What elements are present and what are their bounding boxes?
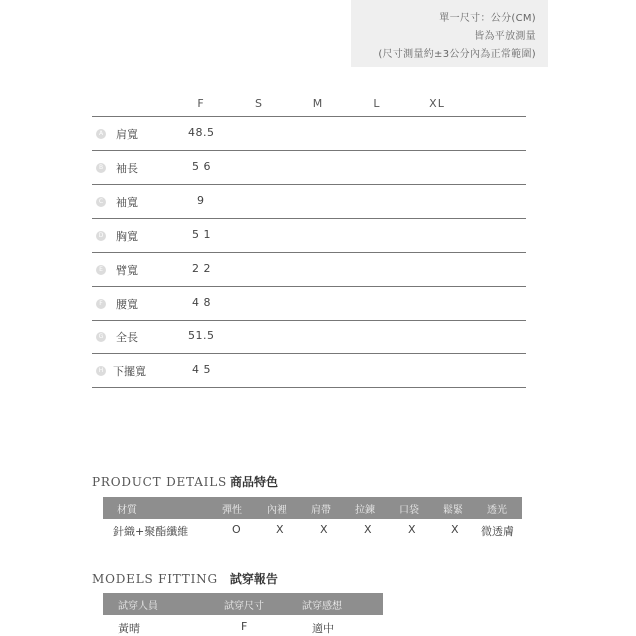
value-fit-size: F — [241, 620, 248, 633]
models-fitting-title-zh: 試穿報告 — [229, 572, 278, 586]
header-fit-size: 試穿尺寸 — [224, 601, 264, 612]
header-zipper: 拉鍊 — [355, 505, 375, 516]
size-f: F — [197, 97, 205, 110]
measurement-value: 5 1 — [192, 228, 211, 241]
measurement-row-b — [92, 151, 526, 185]
models-fitting-title-en: MODELS FITTING — [92, 572, 218, 586]
header-pocket: 口袋 — [399, 505, 419, 516]
product-details-title-en: PRODUCT DETAILS — [92, 475, 228, 489]
measurement-label: 袖寬 — [116, 196, 138, 209]
measurement-row-h — [92, 354, 526, 388]
size-xl: XL — [429, 97, 445, 110]
size-m: M — [312, 97, 324, 110]
measurement-row-e — [92, 253, 526, 287]
size-l: L — [373, 97, 381, 110]
value-elastic-band: X — [451, 523, 459, 536]
value-fit-feedback: 適中 — [312, 622, 334, 635]
measurement-value: 9 — [197, 194, 205, 207]
value-lining: X — [276, 523, 284, 536]
row-letter-badge: C — [96, 197, 106, 207]
row-letter-badge: A — [96, 129, 106, 139]
models-fitting-title — [92, 570, 278, 587]
header-material: 材質 — [117, 505, 137, 516]
row-divider — [92, 387, 526, 388]
header-elasticity: 彈性 — [222, 505, 242, 516]
header-model: 試穿人員 — [118, 601, 158, 612]
measurement-value: 48.5 — [188, 126, 215, 139]
product-details-title-zh: 商品特色 — [230, 475, 279, 489]
measurement-note-box — [351, 0, 548, 67]
measurement-label: 臂寬 — [116, 264, 138, 277]
value-zipper: X — [364, 523, 372, 536]
measurement-value: 4 8 — [192, 296, 211, 309]
unit-note: 單一尺寸：公分(CM) — [439, 13, 536, 24]
header-transparency: 透光 — [487, 505, 507, 516]
header-strap: 肩帶 — [311, 505, 331, 516]
measurement-row-c — [92, 185, 526, 219]
product-details-title — [92, 473, 278, 490]
value-elasticity: O — [232, 523, 241, 536]
measurement-label: 肩寬 — [116, 128, 138, 141]
row-letter-badge: D — [96, 231, 106, 241]
tolerance-note: (尺寸測量約±3公分內為正常範圍) — [378, 49, 536, 60]
measurement-row-a — [92, 117, 526, 151]
value-model: 黃晴 — [118, 622, 140, 635]
measurement-value: 4 5 — [192, 363, 211, 376]
size-s: S — [255, 97, 263, 110]
measurement-label: 袖長 — [116, 162, 138, 175]
value-pocket: X — [408, 523, 416, 536]
measurement-row-f — [92, 287, 526, 321]
header-lining: 內裡 — [267, 505, 287, 516]
value-strap: X — [320, 523, 328, 536]
measurement-value: 51.5 — [188, 329, 215, 342]
method-note: 皆為平放測量 — [474, 31, 536, 42]
value-transparency: 微透膚 — [481, 525, 514, 538]
row-letter-badge: B — [96, 163, 106, 173]
row-letter-badge: H — [96, 366, 106, 376]
measurement-row-d — [92, 219, 526, 253]
measurement-value: 5 6 — [192, 160, 211, 173]
header-fit-feedback: 試穿感想 — [302, 601, 342, 612]
row-letter-badge: G — [96, 332, 106, 342]
measurement-label: 下擺寬 — [113, 365, 146, 378]
measurement-value: 2 2 — [192, 262, 211, 275]
header-elastic-band: 鬆緊 — [443, 505, 463, 516]
row-letter-badge: E — [96, 265, 106, 275]
measurement-label: 胸寬 — [116, 230, 138, 243]
row-letter-badge: F — [96, 299, 106, 309]
measurement-row-g — [92, 320, 526, 354]
measurement-label: 腰寬 — [116, 298, 138, 311]
value-material: 針織+聚酯纖維 — [113, 525, 189, 538]
measurement-label: 全長 — [116, 331, 138, 344]
